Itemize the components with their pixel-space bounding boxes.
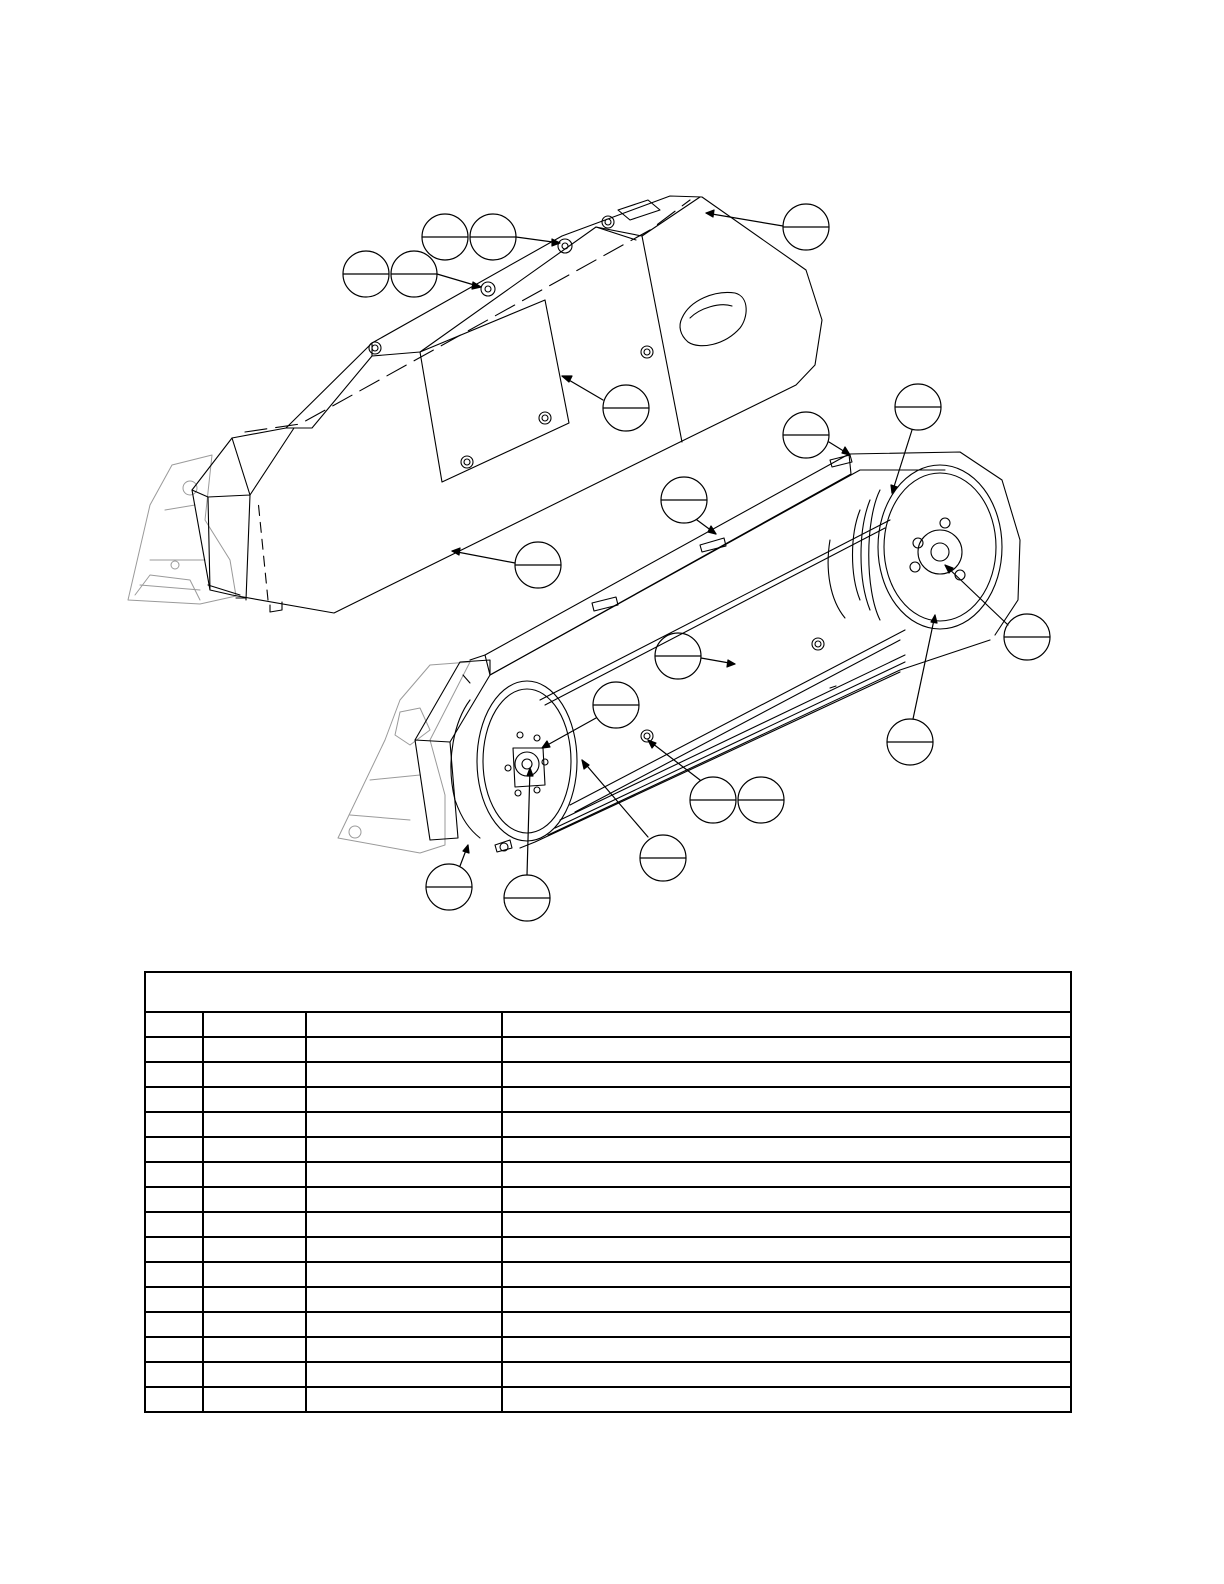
table-cell <box>306 1112 502 1137</box>
table-cell <box>502 1087 1071 1112</box>
table-row <box>145 1087 1071 1112</box>
table-cell <box>145 1187 203 1212</box>
table-cell <box>145 1112 203 1137</box>
table-cell <box>502 1012 1071 1037</box>
table-cell <box>203 1362 306 1387</box>
table-cell <box>306 1012 502 1037</box>
parts-table-title-row <box>145 972 1071 1012</box>
table-row <box>145 1037 1071 1062</box>
table-cell <box>203 1162 306 1187</box>
cover-bolts <box>369 216 653 468</box>
table-row <box>145 1237 1071 1262</box>
table-cell <box>145 1337 203 1362</box>
table-cell <box>203 1387 306 1412</box>
table-cell <box>145 1012 203 1037</box>
balloon-slot <box>661 477 716 534</box>
balloon-pair-b <box>343 251 481 297</box>
table-cell <box>502 1062 1071 1087</box>
callout-balloons <box>343 204 1050 921</box>
table-cell <box>145 1262 203 1287</box>
balloon-large-pulley-top <box>891 384 941 493</box>
table-row <box>145 1262 1071 1287</box>
table-cell <box>203 1287 306 1312</box>
table-row <box>145 1287 1071 1312</box>
table-cell <box>306 1087 502 1112</box>
table-cell <box>502 1137 1071 1162</box>
table-cell <box>145 1037 203 1062</box>
table-cell <box>145 1162 203 1187</box>
table-cell <box>145 1062 203 1087</box>
table-cell <box>306 1187 502 1212</box>
table-cell <box>502 1112 1071 1137</box>
table-row <box>145 1387 1071 1412</box>
table-cell <box>145 1087 203 1112</box>
table-cell <box>306 1262 502 1287</box>
table-cell <box>306 1212 502 1237</box>
balloon-belt <box>655 633 735 679</box>
table-cell <box>145 1212 203 1237</box>
parts-list-table <box>144 971 1072 1413</box>
large-pulley <box>828 465 1002 629</box>
table-cell <box>203 1087 306 1112</box>
table-cell <box>306 1362 502 1387</box>
table-cell <box>203 1137 306 1162</box>
table-row <box>145 1337 1071 1362</box>
balloon-door-panel <box>562 376 649 431</box>
belt-drive-frame <box>338 452 1020 853</box>
gearbox-housing-front <box>338 662 470 853</box>
table-cell <box>306 1312 502 1337</box>
table-cell <box>502 1237 1071 1262</box>
table-cell <box>203 1212 306 1237</box>
balloon-frame-top <box>783 412 850 458</box>
table-cell <box>203 1237 306 1262</box>
table-cell <box>502 1287 1071 1312</box>
table-cell <box>502 1187 1071 1212</box>
table-cell <box>203 1112 306 1137</box>
table-cell <box>145 1312 203 1337</box>
table-cell <box>306 1062 502 1087</box>
table-cell <box>502 1387 1071 1412</box>
table-cell <box>306 1337 502 1362</box>
balloon-end-box <box>426 845 472 910</box>
table-row <box>145 1137 1071 1162</box>
table-cell <box>145 1362 203 1387</box>
table-cell <box>145 1387 203 1412</box>
table-cell <box>145 1237 203 1262</box>
table-cell <box>203 1262 306 1287</box>
table-cell <box>203 1337 306 1362</box>
gearbox-housing-rear <box>128 455 236 604</box>
balloon-large-pulley-bottom <box>887 615 937 765</box>
table-cell <box>306 1287 502 1312</box>
table-row <box>145 1112 1071 1137</box>
table-cell <box>203 1312 306 1337</box>
table-cell <box>502 1262 1071 1287</box>
table-row <box>145 1212 1071 1237</box>
table-cell <box>306 1387 502 1412</box>
table-row <box>145 1362 1071 1387</box>
balloon-pair-a <box>422 214 560 260</box>
table-cell <box>203 1012 306 1037</box>
small-pulley <box>451 681 577 841</box>
table-cell <box>502 1037 1071 1062</box>
table-row <box>145 1012 1071 1037</box>
table-cell <box>145 1287 203 1312</box>
table-row <box>145 1312 1071 1337</box>
table-cell <box>502 1162 1071 1187</box>
table-cell <box>203 1062 306 1087</box>
parts-table-title <box>145 972 1071 1012</box>
balloon-pair-c <box>648 740 784 823</box>
belt-guard-cover <box>128 196 822 613</box>
table-cell <box>203 1187 306 1212</box>
table-cell <box>502 1312 1071 1337</box>
table-row <box>145 1162 1071 1187</box>
table-cell <box>145 1137 203 1162</box>
table-cell <box>502 1212 1071 1237</box>
table-cell <box>502 1362 1071 1387</box>
table-row <box>145 1062 1071 1087</box>
table-row <box>145 1187 1071 1212</box>
table-cell <box>306 1162 502 1187</box>
balloon-cover-body <box>452 542 561 588</box>
table-cell <box>502 1337 1071 1362</box>
table-cell <box>306 1037 502 1062</box>
table-cell <box>306 1237 502 1262</box>
table-cell <box>306 1137 502 1162</box>
table-cell <box>203 1037 306 1062</box>
